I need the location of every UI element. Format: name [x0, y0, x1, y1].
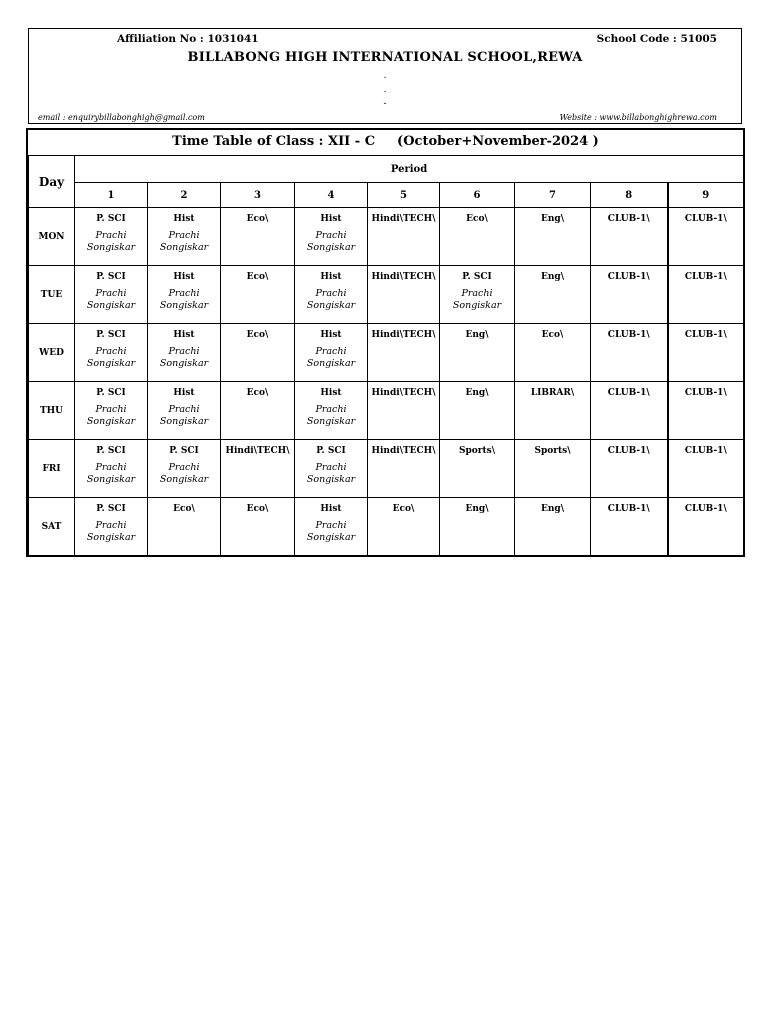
- period-cell: [75, 498, 148, 556]
- period-cell: [515, 382, 591, 440]
- period-cell: [368, 440, 440, 498]
- period-cell: [515, 324, 591, 382]
- period-cell: [668, 382, 744, 440]
- period-cell: [440, 208, 515, 266]
- teacher-name: Prachi Songiskar: [306, 346, 356, 369]
- period-cell: [515, 440, 591, 498]
- day-row-sat: [29, 498, 744, 556]
- subject-name: Eco\: [246, 214, 269, 224]
- subject-name: Eco\: [246, 504, 269, 514]
- subject-name: Eco\: [173, 504, 195, 514]
- school-header: [28, 28, 742, 124]
- period-cell: [221, 324, 295, 382]
- subject-name: P. SCI: [96, 446, 126, 456]
- period-cell: [591, 498, 668, 556]
- teacher-name: Prachi Songiskar: [86, 230, 136, 253]
- period-cell: [295, 440, 368, 498]
- period-number: 7: [515, 183, 591, 208]
- period-cell: [75, 382, 148, 440]
- school-code: School Code : 51005: [596, 33, 717, 45]
- teacher-name: Prachi Songiskar: [159, 346, 209, 369]
- period-number-row: [29, 183, 744, 208]
- subject-name: CLUB-1\: [607, 446, 650, 456]
- day-header: Day: [29, 156, 75, 208]
- subject-name: Hindi\TECH\: [371, 446, 436, 456]
- day-label: THU: [29, 382, 75, 440]
- period-number: 6: [440, 183, 515, 208]
- teacher-name: Prachi Songiskar: [452, 288, 502, 311]
- website-address: Website : www.billabonghighrewa.com: [559, 113, 717, 122]
- header-dot: .: [383, 71, 387, 81]
- period-number: 5: [368, 183, 440, 208]
- period-cell: [591, 266, 668, 324]
- subject-name: Eco\: [466, 214, 488, 224]
- header-dot: .: [383, 85, 387, 95]
- period-cell: [75, 266, 148, 324]
- subject-name: Eco\: [246, 388, 269, 398]
- school-name: BILLABONG HIGH INTERNATIONAL SCHOOL,REWA: [187, 50, 583, 65]
- subject-name: CLUB-1\: [684, 446, 727, 456]
- day-label: WED: [29, 324, 75, 382]
- day-row-mon: [29, 208, 744, 266]
- day-label: TUE: [29, 266, 75, 324]
- period-cell: [440, 440, 515, 498]
- period-cell: [221, 208, 295, 266]
- period-cell: [440, 382, 515, 440]
- period-cell: [368, 208, 440, 266]
- period-cell: [591, 208, 668, 266]
- teacher-name: Prachi Songiskar: [86, 404, 136, 427]
- subject-name: P. SCI: [169, 446, 199, 456]
- period-cell: [368, 266, 440, 324]
- subject-name: CLUB-1\: [607, 272, 650, 282]
- subject-name: Hist: [320, 214, 342, 224]
- teacher-name: Prachi Songiskar: [306, 288, 356, 311]
- teacher-name: Prachi Songiskar: [159, 288, 209, 311]
- teacher-name: Prachi Songiskar: [86, 462, 136, 485]
- period-cell: [515, 208, 591, 266]
- subject-name: Hist: [173, 388, 195, 398]
- subject-name: P. SCI: [96, 330, 126, 340]
- period-cell: [591, 440, 668, 498]
- subject-name: CLUB-1\: [684, 214, 727, 224]
- timetable-grid: [28, 155, 744, 556]
- period-cell: [668, 324, 744, 382]
- subject-name: CLUB-1\: [607, 504, 650, 514]
- subject-name: Hist: [320, 504, 342, 514]
- period-number: 2: [148, 183, 221, 208]
- period-cell: [295, 324, 368, 382]
- timetable-title: [28, 130, 743, 156]
- subject-name: Eco\: [246, 330, 269, 340]
- period-cell: [295, 382, 368, 440]
- period-cell: [668, 498, 744, 556]
- subject-name: CLUB-1\: [684, 504, 727, 514]
- period-cell: [221, 266, 295, 324]
- period-cell: [668, 266, 744, 324]
- period-cell: [668, 208, 744, 266]
- subject-name: Eng\: [465, 504, 489, 514]
- period-cell: [440, 324, 515, 382]
- subject-name: P. SCI: [96, 504, 126, 514]
- header-dots: [29, 69, 741, 111]
- period-cell: [75, 324, 148, 382]
- period-header: Period: [75, 156, 744, 183]
- teacher-name: Prachi Songiskar: [306, 462, 356, 485]
- period-cell: [148, 324, 221, 382]
- period-cell: [148, 498, 221, 556]
- period-cell: [148, 382, 221, 440]
- subject-name: Hindi\TECH\: [371, 272, 436, 282]
- period-cell: [148, 266, 221, 324]
- subject-name: Eco\: [392, 504, 415, 514]
- day-row-wed: [29, 324, 744, 382]
- day-label: MON: [29, 208, 75, 266]
- subject-name: LIBRAR\: [530, 388, 575, 398]
- period-number: 9: [668, 183, 744, 208]
- period-number: 3: [221, 183, 295, 208]
- teacher-name: Prachi Songiskar: [159, 230, 209, 253]
- subject-name: CLUB-1\: [684, 330, 727, 340]
- teacher-name: Prachi Songiskar: [159, 462, 209, 485]
- subject-name: CLUB-1\: [607, 214, 650, 224]
- teacher-name: Prachi Songiskar: [159, 404, 209, 427]
- teacher-name: Prachi Songiskar: [86, 346, 136, 369]
- day-row-tue: [29, 266, 744, 324]
- teacher-name: Prachi Songiskar: [86, 288, 136, 311]
- subject-name: CLUB-1\: [684, 388, 727, 398]
- email-address: email : enquirybillabonghigh@gmail.com: [38, 113, 205, 122]
- subject-name: Eng\: [465, 330, 489, 340]
- period-cell: [295, 498, 368, 556]
- subject-name: P. SCI: [96, 214, 126, 224]
- period-cell: [221, 382, 295, 440]
- day-row-thu: [29, 382, 744, 440]
- timetable: [26, 128, 745, 557]
- teacher-name: Prachi Songiskar: [306, 404, 356, 427]
- day-row-fri: [29, 440, 744, 498]
- timetable-body: [29, 208, 744, 556]
- period-cell: [591, 382, 668, 440]
- subject-name: Sports\: [534, 446, 571, 456]
- subject-name: Eco\: [541, 330, 564, 340]
- subject-name: CLUB-1\: [607, 330, 650, 340]
- day-label: FRI: [29, 440, 75, 498]
- period-cell: [75, 440, 148, 498]
- period-number: 4: [295, 183, 368, 208]
- affiliation-number: Affiliation No : 1031041: [117, 33, 259, 45]
- subject-name: Hist: [173, 272, 195, 282]
- teacher-name: Prachi Songiskar: [306, 230, 356, 253]
- teacher-name: Prachi Songiskar: [306, 520, 356, 543]
- period-cell: [148, 208, 221, 266]
- day-label: SAT: [29, 498, 75, 556]
- period-cell: [440, 498, 515, 556]
- period-cell: [591, 324, 668, 382]
- subject-name: P. SCI: [462, 272, 492, 282]
- timetable-class: Time Table of Class : XII - C: [172, 134, 376, 149]
- subject-name: CLUB-1\: [684, 272, 727, 282]
- subject-name: Hist: [173, 214, 195, 224]
- subject-name: Eng\: [541, 214, 564, 224]
- subject-name: Eng\: [541, 272, 564, 282]
- period-number: 8: [591, 183, 668, 208]
- period-cell: [75, 208, 148, 266]
- subject-name: Hindi\TECH\: [225, 446, 290, 456]
- subject-name: P. SCI: [96, 272, 126, 282]
- subject-name: CLUB-1\: [607, 388, 650, 398]
- subject-name: Hist: [320, 388, 342, 398]
- subject-name: Eng\: [541, 504, 564, 514]
- teacher-name: Prachi Songiskar: [86, 520, 136, 543]
- header-dot: -: [383, 99, 387, 109]
- subject-name: Hist: [320, 330, 342, 340]
- subject-name: Eng\: [465, 388, 489, 398]
- subject-name: Sports\: [458, 446, 496, 456]
- period-cell: [221, 498, 295, 556]
- period-cell: [295, 266, 368, 324]
- period-cell: [515, 498, 591, 556]
- subject-name: Hindi\TECH\: [371, 330, 436, 340]
- timetable-period-range: (October+November-2024 ): [397, 134, 599, 149]
- period-cell: [440, 266, 515, 324]
- period-cell: [368, 382, 440, 440]
- period-cell: [295, 208, 368, 266]
- subject-name: Hindi\TECH\: [371, 388, 436, 398]
- period-number: 1: [75, 183, 148, 208]
- subject-name: Eco\: [246, 272, 269, 282]
- period-cell: [368, 324, 440, 382]
- subject-name: P. SCI: [96, 388, 126, 398]
- subject-name: P. SCI: [316, 446, 346, 456]
- subject-name: Hist: [173, 330, 195, 340]
- period-cell: [515, 266, 591, 324]
- subject-name: Hist: [320, 272, 342, 282]
- period-cell: [368, 498, 440, 556]
- period-cell: [668, 440, 744, 498]
- period-cell: [221, 440, 295, 498]
- subject-name: Hindi\TECH\: [371, 214, 436, 224]
- period-cell: [148, 440, 221, 498]
